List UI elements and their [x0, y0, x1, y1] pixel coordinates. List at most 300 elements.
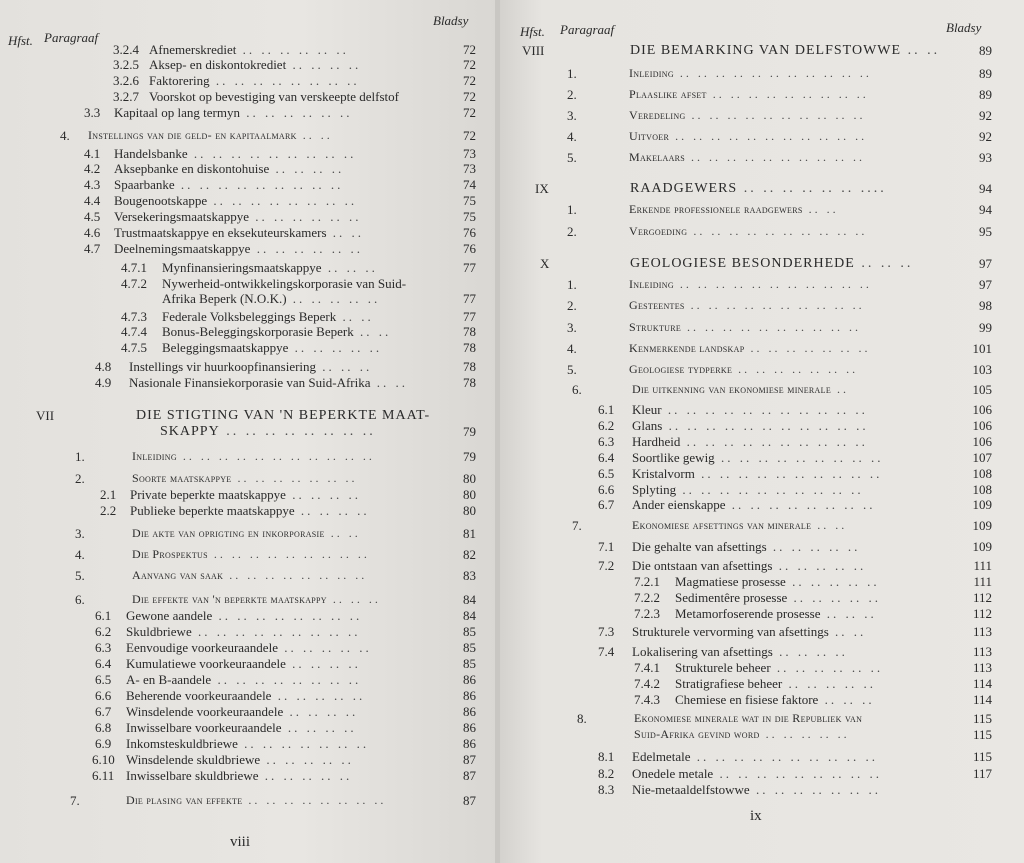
- leader-dots: .. .. ..: [316, 359, 373, 374]
- leader-dots: .. .. .. .. .. .. .. .. .. ..: [685, 150, 866, 164]
- leader-dots: .. .. .. .. .. .. .. .. .. .. ..: [673, 66, 872, 80]
- toc-entry-number: 2.2: [100, 503, 117, 518]
- toc-entry-page: 78: [463, 375, 476, 390]
- toc-entry-number: 3.2.5: [113, 57, 139, 72]
- toc-entry-title: [126, 656, 361, 671]
- toc-entry-title: [149, 73, 360, 88]
- toc-entry-text: Kristalvorm: [632, 466, 695, 481]
- toc-entry-page: 103: [972, 362, 992, 377]
- toc-entry-number: 4.8: [95, 359, 112, 374]
- toc-entry-text: Plaaslike afset: [629, 87, 707, 101]
- toc-entry-page: 86: [463, 736, 476, 751]
- toc-entry-page: 77: [463, 291, 476, 306]
- leader-dots: .. .. .. .. .. .. .. ..: [242, 793, 387, 807]
- toc-entry-page: 72: [463, 128, 476, 143]
- toc-entry-title: [130, 503, 370, 518]
- toc-entry-text: Kenmerkende landskap: [629, 341, 745, 355]
- toc-entry-title: [632, 418, 869, 433]
- toc-entry-text: Skuldbriewe: [126, 624, 192, 639]
- toc-entry-number: 8.1: [598, 749, 615, 764]
- toc-entry-number: 4.7: [84, 241, 101, 256]
- toc-entry-text: SKAPPY: [160, 424, 220, 439]
- toc-entry-number: 1.: [567, 66, 577, 81]
- leader-dots: .. .. .. .. .. .. .. .. .. .. ..: [176, 449, 375, 463]
- leader-dots: .. ..: [828, 624, 867, 639]
- toc-entry-text: Makelaars: [629, 150, 686, 164]
- toc-entry-number: 4.5: [84, 209, 101, 224]
- toc-entry-page: 97: [979, 277, 992, 292]
- toc-entry-number: 6.1: [598, 402, 615, 417]
- toc-entry-title: [632, 782, 881, 797]
- leader-dots: .. .. .. .. .. .. .. ..: [212, 608, 363, 623]
- toc-entry-title: [632, 402, 868, 417]
- toc-entry-text: Metamorfoserende prosesse: [675, 606, 821, 621]
- toc-entry-page: 99: [979, 320, 992, 335]
- toc-entry-text: Die akte van oprigting en inkorporasie: [132, 526, 325, 540]
- toc-entry-page: 112: [972, 606, 992, 621]
- toc-entry-title: [632, 749, 878, 764]
- toc-entry-number: 6.3: [598, 434, 615, 449]
- toc-entry-text: GEOLOGIESE BESONDERHEDE: [630, 256, 855, 271]
- toc-entry-title: [114, 225, 364, 240]
- toc-entry-page: 86: [463, 688, 476, 703]
- toc-entry-title: [132, 547, 370, 562]
- toc-entry-title: [126, 608, 362, 623]
- leader-dots: .. .. .. .. .. .. ..: [237, 736, 370, 751]
- toc-entry-text: A- en B-aandele: [126, 672, 212, 687]
- toc-entry-text: Inwisselbare voorkeuraandele: [126, 720, 282, 735]
- toc-entry-text: Beleggingsmaatskappye: [162, 340, 289, 355]
- toc-entry-text: Die uitkenning van ekonomiese minerale: [632, 382, 832, 396]
- leader-dots: .. .. .. .. .. .. ..: [749, 782, 881, 797]
- toc-entry-title: [629, 66, 872, 81]
- toc-entry-page: 109: [972, 539, 992, 554]
- toc-entry-number: 2.: [567, 298, 577, 313]
- toc-entry-number: 6.2: [598, 418, 615, 433]
- leader-dots: .. .. .. .. ..: [258, 768, 353, 783]
- toc-entry-page: 109: [972, 518, 992, 533]
- toc-entry-title: [126, 688, 365, 703]
- leader-dots: .. .. .. .. ..: [260, 752, 354, 767]
- toc-entry-text: Federale Volksbeleggings Beperk: [162, 309, 337, 324]
- leader-dots: .. .. .. .. ..: [286, 291, 381, 306]
- toc-entry-page: 76: [463, 241, 476, 256]
- toc-entry-page: 93: [979, 150, 992, 165]
- toc-entry-page: 111: [973, 574, 992, 589]
- toc-entry-page: 105: [972, 382, 992, 397]
- toc-entry-title: [132, 568, 367, 583]
- toc-entry-text: Afnemerskrediet: [149, 42, 237, 57]
- toc-entry-text: Aksep- en diskontokrediet: [149, 57, 287, 72]
- toc-entry-number: 6.: [572, 382, 582, 397]
- toc-entry-page: 87: [463, 793, 476, 808]
- toc-entry-title: [632, 466, 882, 481]
- toc-entry-page: 75: [463, 193, 476, 208]
- toc-entry-page: 80: [463, 487, 476, 502]
- leader-dots: .. .. .. .. .. .. .. .. .. ..: [687, 224, 868, 238]
- leader-dots: .. ..: [336, 309, 374, 324]
- toc-entry-text: Erkende professionele raadgewers: [629, 202, 803, 216]
- leader-dots: .. .. .. .. .. .. ..: [732, 362, 859, 376]
- toc-entry-title: [634, 711, 862, 726]
- toc-entry-text: Beherende voorkeuraandele: [126, 688, 272, 703]
- leader-dots: .. .. .. ..: [281, 720, 357, 735]
- toc-entry-number: 3.2.6: [113, 73, 139, 88]
- toc-entry-text: Die ontstaan van afsettings: [632, 558, 773, 573]
- toc-entry-number: 1.: [567, 277, 577, 292]
- toc-entry-title: [675, 660, 883, 675]
- toc-entry-text: Gewone aandele: [126, 608, 213, 623]
- toc-entry-number: 4.1: [84, 146, 101, 161]
- toc-entry-page: 97: [979, 256, 992, 271]
- toc-entry-text: Ander eienskappe: [632, 497, 726, 512]
- toc-entry-title: [675, 676, 876, 691]
- leader-dots: .. .. .. .. .. .. .. .. ..: [191, 624, 361, 639]
- leader-dots: .. .. .. .. ..: [288, 340, 383, 355]
- toc-entry-text: Private beperkte maatskappye: [130, 487, 286, 502]
- toc-entry-page: 72: [463, 105, 476, 120]
- leader-dots: .. .. .. .. .. .. .. .. ..: [187, 146, 357, 161]
- toc-entry-title: [162, 260, 378, 275]
- toc-entry-text: Deelnemingsmaatskappye: [114, 241, 251, 256]
- leader-dots: .. .. .. ..: [286, 57, 362, 72]
- toc-entry-page: 73: [463, 146, 476, 161]
- toc-entry-page: 115: [972, 749, 992, 764]
- toc-entry-title: [132, 592, 381, 607]
- leader-dots: .. .. .. ..: [772, 644, 848, 659]
- toc-entry-text: Instellings vir huurkoopfinansiering: [129, 359, 317, 374]
- toc-entry-title: [126, 752, 354, 767]
- toc-entry-title: [162, 276, 406, 291]
- toc-entry-page: 89: [979, 43, 992, 58]
- toc-entry-title: [630, 256, 913, 271]
- leader-dots: .. .. .. .. .. .. .. .. .. .. ..: [673, 277, 872, 291]
- toc-entry-title: [126, 793, 386, 808]
- toc-entry-number: 6.2: [95, 624, 112, 639]
- toc-entry-title: [632, 644, 848, 659]
- leader-dots: .. .. ..: [321, 260, 378, 275]
- toc-entry-page: 112: [972, 590, 992, 605]
- leader-dots: .. .. .. .. .. .. .. .. .. .. ..: [662, 418, 869, 433]
- toc-entry-text: Inleiding: [629, 277, 674, 291]
- leader-dots: .. .. .. .. .. .. .. ..: [725, 497, 876, 512]
- toc-entry-title: [114, 161, 344, 176]
- toc-entry-title: [632, 624, 866, 639]
- toc-entry-title: [675, 574, 880, 589]
- leader-dots: .. .. .. .. .. .. .. .. ..: [714, 450, 884, 465]
- toc-entry-title: [162, 340, 382, 355]
- toc-entry-title: [675, 606, 877, 621]
- leader-dots: .. .. .. .. .. .. .. .. .. ..: [694, 466, 883, 481]
- leader-dots: .. .. .. .. ..: [759, 727, 850, 741]
- toc-entry-page: 73: [463, 161, 476, 176]
- header-chapter: Hfst.: [8, 33, 33, 48]
- toc-entry-text: Die plasing van effekte: [126, 793, 243, 807]
- leader-dots: .. .. .. .. .. .. ....: [737, 181, 887, 196]
- toc-entry-page: 77: [463, 309, 476, 324]
- toc-entry-number: 6.3: [95, 640, 112, 655]
- toc-entry-page: 109: [972, 497, 992, 512]
- toc-entry-text: Faktorering: [149, 73, 210, 88]
- toc-entry-title: [632, 539, 860, 554]
- toc-entry-text: Glans: [632, 418, 663, 433]
- toc-entry-text: Voorskot op bevestiging van verskeepte delfstof: [149, 89, 399, 104]
- toc-entry-title: [149, 42, 349, 57]
- toc-entry-title: [126, 736, 369, 751]
- toc-entry-title: [629, 341, 870, 356]
- toc-entry-number: 4.: [567, 341, 577, 356]
- toc-entry-text: Publieke beperkte maatskappye: [130, 503, 295, 518]
- toc-entry-text: RAADGEWERS: [630, 181, 738, 196]
- toc-entry-text: DIE BEMARKING VAN DELFSTOWWE: [630, 43, 902, 58]
- toc-entry-text: Strukture: [629, 320, 682, 334]
- toc-entry-text: Inwisselbare skuldbriewe: [126, 768, 259, 783]
- leader-dots: .. .. .. .. .. .. .. .. .. ..: [676, 482, 864, 497]
- toc-entry-text: Instellings van die geld- en kapitaalmark: [88, 128, 297, 142]
- toc-entry-number: 2.: [75, 471, 85, 486]
- leader-dots: .. .. .. .. .. .. .. .. ..: [713, 766, 882, 781]
- toc-entry-title: [632, 482, 864, 497]
- leader-dots: .. ..: [353, 324, 392, 339]
- toc-entry-text: Handelsbanke: [114, 146, 188, 161]
- leader-dots: .. .. .. .. .. .. ..: [231, 471, 358, 485]
- toc-entry-text: Kapitaal op lang termyn: [114, 105, 240, 120]
- leader-dots: .. .. .. .. ..: [766, 539, 861, 554]
- toc-entry-page: 83: [463, 568, 476, 583]
- toc-entry-title: [632, 518, 847, 533]
- toc-entry-text: Veredeling: [629, 108, 686, 122]
- toc-entry-text: Lokalisering van afsettings: [632, 644, 773, 659]
- toc-entry-text: Onedele metale: [632, 766, 714, 781]
- toc-entry-title: [114, 177, 343, 192]
- toc-entry-page: 113: [972, 644, 992, 659]
- leader-dots: .. .. .. .. .. ..: [236, 42, 349, 57]
- header-chapter: Hfst.: [520, 24, 545, 39]
- toc-entry-page: 98: [979, 298, 992, 313]
- toc-entry-page: 85: [463, 640, 476, 655]
- toc-entry-title: [632, 382, 849, 397]
- toc-entry-number: 1.: [75, 449, 85, 464]
- toc-entry-page: 84: [463, 608, 476, 623]
- toc-entry-title: [114, 105, 353, 120]
- toc-entry-title: [632, 434, 868, 449]
- toc-entry-number: 6.6: [598, 482, 615, 497]
- toc-entry-title: [132, 449, 375, 464]
- leader-dots: .. .. .. .. ..: [772, 558, 867, 573]
- toc-entry-text: DIE STIGTING VAN 'N BEPERKTE MAAT-: [136, 408, 431, 423]
- toc-entry-text: Die effekte van 'n beperkte maatskappy: [132, 592, 327, 606]
- toc-entry-number: 6.5: [95, 672, 112, 687]
- toc-entry-page: 113: [972, 624, 992, 639]
- leader-dots: .. .. .. .. ..: [271, 688, 366, 703]
- leader-dots: .. .. .. ..: [294, 503, 370, 518]
- toc-entry-number: 4.7.3: [121, 309, 147, 324]
- leader-dots: .. .. .. .. .. .. .. .. ..: [207, 547, 370, 561]
- toc-entry-text: Strukturele beheer: [675, 660, 771, 675]
- toc-entry-title: [629, 362, 858, 377]
- header-page: Bladsy: [433, 13, 469, 28]
- toc-entry-page: 106: [972, 402, 992, 417]
- toc-entry-title: [136, 408, 430, 423]
- toc-entry-number: 6.7: [95, 704, 112, 719]
- toc-entry-text: Inkomsteskuldbriewe: [126, 736, 238, 751]
- leader-dots: .. .. .. .. .. .. .. .. .. ..: [685, 108, 866, 122]
- toc-entry-text: Splyting: [632, 482, 677, 497]
- toc-entry-page: 92: [979, 108, 992, 123]
- toc-entry-number: 1.: [567, 202, 577, 217]
- toc-entry-page: 106: [972, 418, 992, 433]
- toc-entry-page: 76: [463, 225, 476, 240]
- toc-entry-title: [629, 202, 839, 217]
- toc-entry-text: Die gehalte van afsettings: [632, 539, 767, 554]
- toc-entry-text: Edelmetale: [632, 749, 691, 764]
- toc-entry-title: [114, 193, 357, 208]
- toc-entry-number: 4.7.4: [121, 324, 147, 339]
- leader-dots: .. .. .. .. .. .. .. .. .. .. ..: [661, 402, 868, 417]
- toc-entry-number: 4.7.1: [121, 260, 147, 275]
- toc-entry-page: 80: [463, 503, 476, 518]
- toc-entry-number: 7.1: [598, 539, 615, 554]
- toc-entry-page: 79: [463, 449, 476, 464]
- toc-entry-page: 115: [972, 711, 992, 726]
- toc-entry-text: Soortlike gewig: [632, 450, 715, 465]
- toc-entry-number: VIII: [522, 43, 545, 58]
- toc-entry-title: [126, 768, 352, 783]
- toc-entry-text: Bougenootskappe: [114, 193, 208, 208]
- toc-entry-page: 80: [463, 471, 476, 486]
- toc-entry-text: Bonus-Beleggingskorporasie Beperk: [162, 324, 354, 339]
- toc-entry-page: 108: [972, 466, 992, 481]
- leader-dots: .. .. .. .. .. ..: [250, 241, 363, 256]
- toc-entry-title: [160, 424, 376, 439]
- toc-entry-number: 4.: [567, 129, 577, 144]
- toc-entry-number: 8.3: [598, 782, 615, 797]
- toc-entry-title: [630, 181, 887, 196]
- leader-dots: .. .. .. ..: [285, 656, 361, 671]
- toc-entry-title: [629, 224, 867, 239]
- toc-entry-title: [632, 558, 866, 573]
- leader-dots: .. .. .. .. ..: [787, 590, 882, 605]
- toc-entry-number: 7.3: [598, 624, 615, 639]
- toc-entry-number: 3.2.7: [113, 89, 139, 104]
- toc-entry-title: [129, 375, 408, 390]
- toc-entry-page: 94: [979, 181, 992, 196]
- toc-entry-text: Nie-metaaldelfstowwe: [632, 782, 750, 797]
- page-number: viii: [230, 834, 251, 850]
- toc-entry-title: [629, 87, 869, 102]
- toc-entry-number: 2.: [567, 87, 577, 102]
- toc-entry-number: 6.8: [95, 720, 112, 735]
- toc-entry-page: 72: [463, 42, 476, 57]
- toc-entry-page: 111: [973, 558, 992, 573]
- toc-entry-page: 79: [463, 424, 476, 439]
- leader-dots: .. .. .. .. .. ..: [770, 660, 884, 675]
- toc-entry-page: 82: [463, 547, 476, 562]
- leader-dots: .. ..: [326, 225, 365, 240]
- toc-entry-number: 4.3: [84, 177, 101, 192]
- toc-entry-text: Winsdelende voorkeuraandele: [126, 704, 284, 719]
- toc-entry-number: 4.7.5: [121, 340, 147, 355]
- leader-dots: .. .. ..: [326, 592, 381, 606]
- toc-entry-number: 4.9: [95, 375, 112, 390]
- toc-entry-number: 6.4: [95, 656, 112, 671]
- toc-entry-title: [629, 320, 861, 335]
- toc-entry-text: Afrika Beperk (N.O.K.): [162, 291, 287, 306]
- toc-entry-number: 3.: [75, 526, 85, 541]
- toc-entry-page: 77: [463, 260, 476, 275]
- leader-dots: .. .. .. .. .. .. .. .. .. ..: [680, 434, 868, 449]
- toc-entry-text: Magmatiese prosesse: [675, 574, 786, 589]
- page-number: ix: [750, 808, 762, 824]
- leader-dots: .. .. .. .. .. .. .. .. ..: [174, 177, 344, 192]
- toc-entry-number: 6.9: [95, 736, 112, 751]
- toc-entry-title: [629, 298, 865, 313]
- toc-entry-number: 6.4: [598, 450, 615, 465]
- header-paragraph: Paragraaf: [44, 30, 99, 45]
- leader-dots: .. .. .. .. .. .. .. ..: [207, 193, 358, 208]
- toc-entry-text: Spaarbanke: [114, 177, 175, 192]
- toc-entry-page: 101: [972, 341, 992, 356]
- toc-entry-number: 6.: [75, 592, 85, 607]
- leader-dots: .. .. .. .. .. .. .. .. .. ..: [690, 749, 878, 764]
- leader-dots: .. .. .. .. .. .. .. ..: [211, 672, 362, 687]
- toc-entry-page: 89: [979, 87, 992, 102]
- leader-dots: .. ..: [296, 128, 333, 142]
- header-page: Bladsy: [946, 20, 982, 35]
- leader-dots: .. .. .. .. .. .. .. .. .. ..: [684, 298, 865, 312]
- toc-entry-number: 7.2: [598, 558, 615, 573]
- toc-entry-text: Nywerheid-ontwikkelingskorporasie van Suid-: [162, 276, 407, 291]
- toc-entry-number: 6.6: [95, 688, 112, 703]
- toc-entry-page: 86: [463, 720, 476, 735]
- toc-entry-number: 6.10: [92, 752, 115, 767]
- leader-dots: .. .. .. .. .. .. .. ..: [223, 568, 368, 582]
- toc-entry-page: 92: [979, 129, 992, 144]
- toc-entry-text: Ekonomiese afsettings van minerale: [632, 518, 812, 532]
- toc-entry-title: [88, 128, 333, 143]
- toc-entry-title: [162, 291, 380, 306]
- toc-entry-number: IX: [535, 181, 549, 196]
- leader-dots: .. ..: [811, 518, 848, 532]
- toc-entry-text: Sedimentêre prosesse: [675, 590, 788, 605]
- toc-entry-text: Gesteentes: [629, 298, 685, 312]
- toc-entry-page: 74: [463, 177, 476, 192]
- toc-entry-page: 115: [972, 727, 992, 742]
- right-page: [500, 0, 1024, 863]
- toc-entry-text: Aanvang van saak: [132, 568, 224, 582]
- toc-entry-number: 7.: [572, 518, 582, 533]
- toc-entry-number: 3.: [567, 320, 577, 335]
- toc-entry-text: Soorte maatskappye: [132, 471, 232, 485]
- toc-entry-number: 3.: [567, 108, 577, 123]
- leader-dots: .. .. ..: [854, 256, 914, 271]
- leader-dots: .. ..: [370, 375, 409, 390]
- toc-entry-page: 107: [972, 450, 992, 465]
- toc-entry-title: [629, 108, 866, 123]
- toc-entry-number: 3.2.4: [113, 42, 139, 57]
- toc-entry-text: Vergoeding: [629, 224, 688, 238]
- toc-entry-text: Suid-Afrika gevind word: [634, 727, 760, 741]
- toc-entry-page: 86: [463, 672, 476, 687]
- toc-entry-title: [114, 209, 362, 224]
- toc-entry-page: 84: [463, 592, 476, 607]
- toc-entry-page: 87: [463, 752, 476, 767]
- toc-entry-text: Ekonomiese minerale wat in die Republiek van: [634, 711, 863, 725]
- toc-entry-page: 108: [972, 482, 992, 497]
- toc-entry-text: Inleiding: [629, 66, 674, 80]
- toc-entry-title: [630, 43, 940, 58]
- left-page: [0, 0, 497, 863]
